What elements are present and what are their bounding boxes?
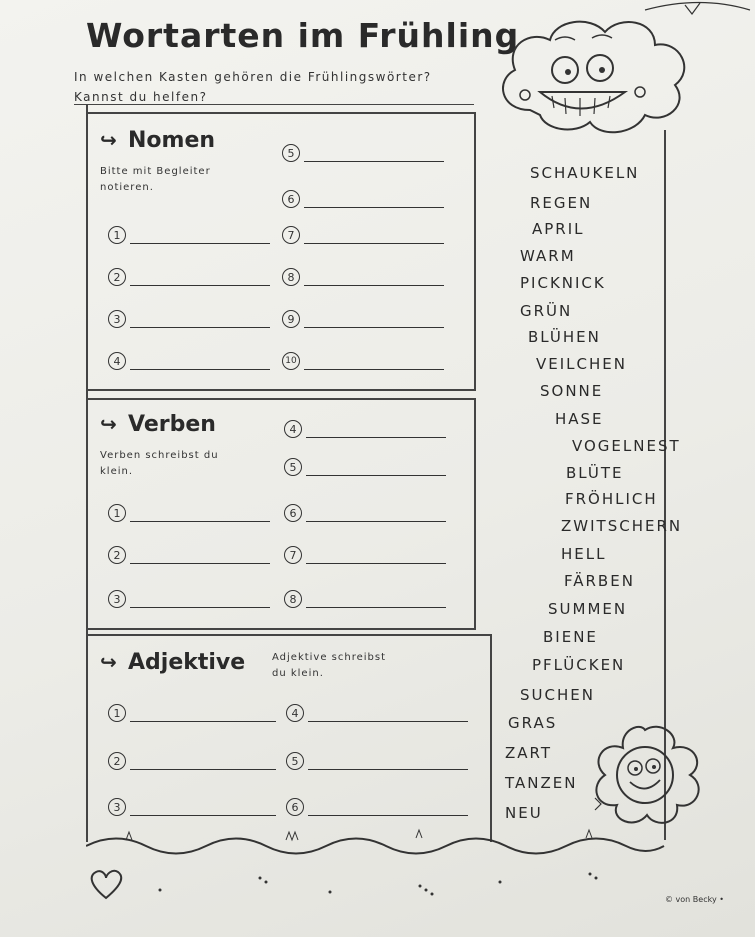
number-badge: 4	[286, 704, 304, 722]
answer-line[interactable]	[130, 801, 276, 816]
nomen-heading: Nomen	[128, 128, 216, 153]
word-bank-item: FRÖHLICH	[565, 490, 658, 508]
word-bank-item: HELL	[561, 545, 607, 563]
word-bank-item: VOGELNEST	[572, 437, 681, 455]
answer-line[interactable]	[304, 147, 444, 162]
number-badge: 6	[286, 798, 304, 816]
dots-decoration	[120, 860, 640, 905]
verben-hint-line-2: klein.	[100, 466, 134, 477]
number-badge: 10	[282, 352, 300, 370]
verben-answer-6[interactable]	[284, 504, 446, 522]
arrow-icon: ↪	[100, 650, 117, 674]
adjektive-answer-1[interactable]	[108, 704, 276, 722]
answer-line[interactable]	[308, 707, 468, 722]
word-bank-item: NEU	[505, 804, 543, 822]
answer-line[interactable]	[304, 193, 444, 208]
nomen-answer-2[interactable]	[108, 268, 270, 286]
number-badge: 6	[284, 504, 302, 522]
answer-line[interactable]	[306, 549, 446, 564]
word-bank-item: ZWITSCHERN	[561, 517, 683, 535]
number-badge: 2	[108, 546, 126, 564]
answer-line[interactable]	[308, 755, 468, 770]
verben-answer-5[interactable]	[284, 458, 446, 476]
smiling-flower-icon	[585, 720, 715, 830]
adjektive-answer-6[interactable]	[286, 798, 468, 816]
word-bank-item: BIENE	[543, 628, 598, 646]
adjektive-answer-2[interactable]	[108, 752, 276, 770]
word-bank-item: PFLÜCKEN	[532, 656, 626, 674]
number-badge: 1	[108, 226, 126, 244]
word-bank-item: HASE	[555, 410, 604, 428]
adjektive-hint-line-2: du klein.	[272, 668, 324, 679]
number-badge: 4	[284, 420, 302, 438]
adjektive-hint-line-1: Adjektive schreibst	[272, 652, 387, 663]
nomen-answer-5[interactable]	[282, 144, 444, 162]
nomen-hint-line-1: Bitte mit Begleiter	[100, 166, 211, 177]
nomen-hint-line-2: notieren.	[100, 182, 154, 193]
number-badge: 2	[108, 752, 126, 770]
number-badge: 7	[282, 226, 300, 244]
verben-answer-3[interactable]	[108, 590, 270, 608]
word-bank-item: FÄRBEN	[564, 572, 635, 590]
word-bank-item: SUCHEN	[520, 686, 595, 704]
word-bank-item: SUMMEN	[548, 600, 628, 618]
verben-answer-2[interactable]	[108, 546, 270, 564]
smiling-cloud-icon	[470, 0, 755, 150]
answer-line[interactable]	[306, 593, 446, 608]
adjektive-answer-4[interactable]	[286, 704, 468, 722]
answer-line[interactable]	[304, 229, 444, 244]
answer-line[interactable]	[130, 355, 270, 370]
word-bank-item: GRÜN	[520, 302, 573, 320]
word-bank-item: PICKNICK	[520, 274, 606, 292]
number-badge: 4	[108, 352, 126, 370]
arrow-icon: ↪	[100, 412, 117, 436]
verben-heading: Verben	[128, 412, 216, 437]
word-bank-item: BLÜHEN	[528, 328, 601, 346]
number-badge: 2	[108, 268, 126, 286]
answer-line[interactable]	[130, 707, 276, 722]
nomen-box	[86, 112, 476, 391]
number-badge: 6	[282, 190, 300, 208]
verben-answer-7[interactable]	[284, 546, 446, 564]
verben-answer-1[interactable]	[108, 504, 270, 522]
copyright-text: © von Becky •	[665, 895, 724, 904]
answer-line[interactable]	[130, 549, 270, 564]
answer-line[interactable]	[304, 271, 444, 286]
word-bank-item: TANZEN	[505, 774, 578, 792]
question-line-2: Kannst du helfen?	[74, 90, 208, 104]
answer-line[interactable]	[130, 755, 276, 770]
answer-line[interactable]	[130, 507, 270, 522]
answer-line[interactable]	[306, 507, 446, 522]
verben-box	[86, 398, 476, 630]
adjektive-answer-3[interactable]	[108, 798, 276, 816]
nomen-answer-4[interactable]	[108, 352, 270, 370]
nomen-answer-3[interactable]	[108, 310, 270, 328]
answer-line[interactable]	[304, 355, 444, 370]
answer-line[interactable]	[308, 801, 468, 816]
number-badge: 8	[282, 268, 300, 286]
answer-line[interactable]	[306, 423, 446, 438]
verben-hint-line-1: Verben schreibst du	[100, 450, 219, 461]
word-bank-item: WARM	[520, 247, 576, 265]
answer-line[interactable]	[130, 313, 270, 328]
answer-line[interactable]	[130, 593, 270, 608]
word-bank-item: SONNE	[540, 382, 604, 400]
nomen-answer-1[interactable]	[108, 226, 270, 244]
word-bank-item: BLÜTE	[566, 464, 624, 482]
page-title: Wortarten im Frühling	[86, 16, 520, 55]
nomen-answer-8[interactable]	[282, 268, 444, 286]
number-badge: 1	[108, 704, 126, 722]
number-badge: 5	[286, 752, 304, 770]
question-line-1: In welchen Kasten gehören die Frühlingswörter?	[74, 70, 432, 84]
nomen-answer-10[interactable]	[282, 352, 444, 370]
word-bank-item: GRAS	[508, 714, 558, 732]
adjektive-answer-5[interactable]	[286, 752, 468, 770]
adjektive-box	[86, 634, 492, 842]
number-badge: 7	[284, 546, 302, 564]
number-badge: 3	[108, 590, 126, 608]
number-badge: 1	[108, 504, 126, 522]
verben-answer-8[interactable]	[284, 590, 446, 608]
adjektive-heading: Adjektive	[128, 650, 246, 675]
arrow-icon: ↪	[100, 128, 117, 152]
answer-line[interactable]	[304, 313, 444, 328]
verben-answer-4[interactable]	[284, 420, 446, 438]
word-bank-item: SCHAUKELN	[530, 164, 640, 182]
nomen-answer-9[interactable]	[282, 310, 444, 328]
word-bank-item: APRIL	[532, 220, 585, 238]
title-underline	[74, 104, 474, 105]
nomen-answer-7[interactable]	[282, 226, 444, 244]
number-badge: 3	[108, 310, 126, 328]
word-bank-item: VEILCHEN	[536, 355, 627, 373]
answer-line[interactable]	[130, 271, 270, 286]
nomen-answer-6[interactable]	[282, 190, 444, 208]
number-badge: 8	[284, 590, 302, 608]
answer-line[interactable]	[306, 461, 446, 476]
number-badge: 5	[282, 144, 300, 162]
answer-line[interactable]	[130, 229, 270, 244]
number-badge: 3	[108, 798, 126, 816]
number-badge: 5	[284, 458, 302, 476]
word-bank-item: ZART	[505, 744, 553, 762]
word-bank-item: REGEN	[530, 194, 593, 212]
number-badge: 9	[282, 310, 300, 328]
